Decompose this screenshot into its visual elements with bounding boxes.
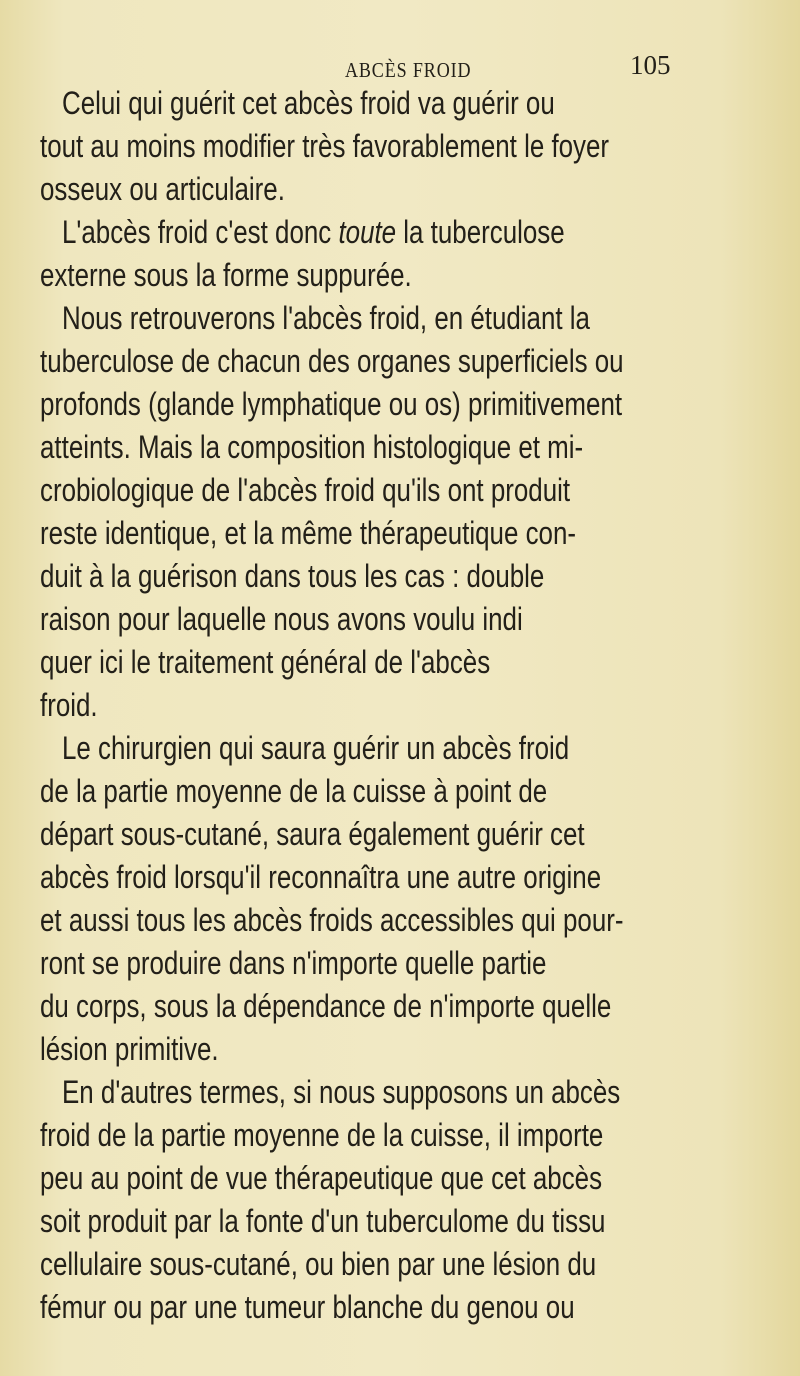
text-line: froid de la partie moyenne de la cuisse, il importe [40, 1117, 604, 1153]
text-line: externe sous la forme suppurée. [40, 257, 412, 293]
text-line: départ sous-cutané, saura également guérir cet [40, 816, 585, 852]
text-line: abcès froid lorsqu'il reconnaîtra une autre origine [40, 859, 602, 895]
text-line: L'abcès froid c'est donc toute la tuberculose [62, 214, 565, 250]
text-line: Celui qui guérit cet abcès froid va guérir ou [62, 85, 555, 121]
text-line: reste identique, et la même thérapeutique con- [40, 515, 577, 551]
text-line: tuberculose de chacun des organes superficiels ou [40, 343, 624, 379]
text-line: cellulaire sous-cutané, ou bien par une lésion du [40, 1246, 597, 1282]
text-line: quer ici le traitement général de l'abcès [40, 644, 491, 680]
text-line: lésion primitive. [40, 1031, 219, 1067]
text-line: atteints. Mais la composition histologique et mi- [40, 429, 584, 465]
text-line: En d'autres termes, si nous supposons un abcès [62, 1074, 621, 1110]
text-line: ront se produire dans n'importe quelle partie [40, 945, 547, 981]
text-line: osseux ou articulaire. [40, 171, 285, 207]
text-line: froid. [40, 687, 98, 723]
text-line: raison pour laquelle nous avons voulu indi [40, 601, 523, 637]
text-line: peu au point de vue thérapeutique que cet abcès [40, 1160, 603, 1196]
text-line: Nous retrouverons l'abcès froid, en étudiant la [62, 300, 590, 336]
text-line: de la partie moyenne de la cuisse à point de [40, 773, 548, 809]
text-line: soit produit par la fonte d'un tuberculome du tissu [40, 1203, 606, 1239]
emphasized-word: toute [338, 214, 397, 250]
text-line: et aussi tous les abcès froids accessibles qui pour- [40, 902, 624, 938]
text-line: du corps, sous la dépendance de n'importe quelle [40, 988, 612, 1024]
running-head: ABCÈS FROID [345, 58, 472, 82]
text-line: duit à la guérison dans tous les cas : double [40, 558, 545, 594]
text-line: Le chirurgien qui saura guérir un abcès froid [62, 730, 570, 766]
page-number: 105 [630, 50, 671, 80]
text-line: fémur ou par une tumeur blanche du genou ou [40, 1289, 575, 1325]
text-line: profonds (glande lymphatique ou os) primitivement [40, 386, 623, 422]
text-line: tout au moins modifier très favorablement le foyer [40, 128, 610, 164]
text-line: crobiologique de l'abcès froid qu'ils ont produit [40, 472, 571, 508]
